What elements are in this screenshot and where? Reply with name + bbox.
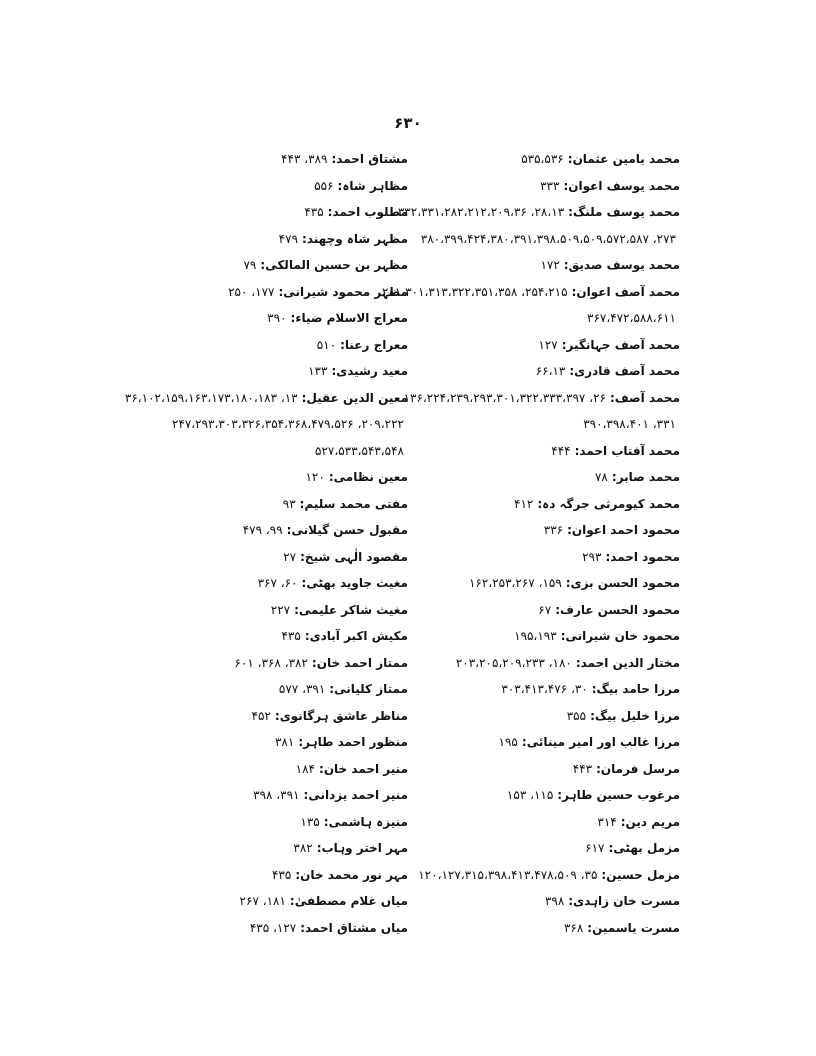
index-entry bbox=[148, 676, 408, 703]
entry-name: محمد آصف اعوان bbox=[576, 284, 680, 299]
entry-name: محمد کیومرثی جرگہ دہ bbox=[542, 496, 680, 511]
entry-pages: ۳۹۱، ۳۹۸ bbox=[253, 788, 300, 802]
entry-name: مناظر عاشق ہرگانوی bbox=[279, 708, 408, 723]
index-entry bbox=[148, 544, 408, 571]
entry-pages: ۳۶۷،۴۷۲،۵۸۸،۶۱۱ bbox=[587, 311, 676, 325]
entry-pages: ۵۵۶ bbox=[314, 178, 334, 193]
entry-pages: ۳۵۵ bbox=[566, 708, 587, 723]
entry-separator: : bbox=[596, 761, 601, 776]
entry-name: میاں مشتاق احمد bbox=[305, 920, 408, 935]
entry-pages: ۹۳ bbox=[282, 496, 296, 511]
entry-pages: ۳۶۸ bbox=[563, 920, 584, 935]
entry-separator: : bbox=[316, 841, 322, 855]
entry-name: محمد آصف قادری bbox=[574, 364, 680, 378]
entry-separator: : bbox=[329, 682, 335, 696]
entry-name: ممتاز احمد خان bbox=[316, 655, 408, 670]
entry-pages: ۷۸ bbox=[594, 470, 608, 484]
index-entry bbox=[148, 650, 408, 677]
entry-pages: ۳۹۸ bbox=[544, 894, 565, 908]
index-entry bbox=[124, 385, 408, 412]
entry-pages: ۳۳۳ bbox=[540, 178, 560, 193]
entry-separator: : bbox=[311, 655, 317, 670]
entry-pages: ۱۳۳ bbox=[308, 364, 328, 378]
index-entry bbox=[148, 862, 408, 889]
entry-separator: : bbox=[563, 178, 569, 193]
entry-pages: ۱۳۵ bbox=[300, 814, 320, 829]
entry-name: محمد آصف bbox=[614, 390, 680, 405]
entry-pages: ۴۳۵ bbox=[304, 205, 324, 219]
entry-name: مظاہر شاہ bbox=[342, 178, 408, 193]
entry-pages: ۱۸۰، ۲۰۳،۲۰۵،۲۰۹،۲۳۳ bbox=[455, 655, 572, 670]
entry-separator: : bbox=[278, 284, 284, 299]
entry-pages: ۶۷ bbox=[538, 602, 552, 617]
index-entry bbox=[148, 199, 408, 226]
entry-name: منیر احمد یزدانی bbox=[308, 788, 408, 802]
entry-name: محمد یوسف صدیق bbox=[568, 258, 680, 272]
entry-separator: : bbox=[274, 708, 280, 723]
entry-separator: : bbox=[331, 152, 337, 166]
index-entry bbox=[148, 756, 408, 783]
entry-separator: : bbox=[537, 496, 543, 511]
entry-pages: ۴۴۴ bbox=[551, 443, 571, 458]
entry-name: محمود احمد اعوان bbox=[571, 523, 680, 537]
entry-separator: : bbox=[260, 258, 266, 272]
entry-pages: ۴۵۲ bbox=[251, 708, 271, 723]
entry-name: مسرت یاسمین bbox=[592, 920, 680, 935]
entry-name: منیر احمد خان bbox=[323, 761, 408, 776]
entry-pages: ۲۵۴،۲۱۵، ۲۸۱،۳۰۱،۳۱۳،۳۲۲،۳۵۱،۳۵۸ bbox=[381, 284, 568, 299]
index-entry bbox=[148, 888, 408, 915]
entry-separator: : bbox=[574, 443, 580, 458]
index-entry bbox=[148, 464, 408, 491]
entry-name: مزمل بھٹی bbox=[613, 841, 680, 855]
index-entry bbox=[148, 597, 408, 624]
page-number: ۶۳۰ bbox=[394, 114, 422, 132]
entry-pages: ۳۹۱، ۵۷۷ bbox=[278, 682, 326, 696]
entry-pages: ۱۳، ۳۶،۱۰۲،۱۵۹،۱۶۳،۱۷۳،۱۸۰،۱۸۳ bbox=[124, 390, 298, 405]
entry-pages: ۴۱۲ bbox=[514, 496, 534, 511]
entry-pages: ۲۸،۱۳، ۳۳۲،۳۳۱،۲۸۲،۲۱۲،۲۰۹،۳۶ bbox=[397, 205, 565, 219]
index-entry bbox=[148, 491, 408, 518]
entry-pages: ۳۳۱، ۳۹۰،۳۹۸،۴۰۱ bbox=[583, 417, 676, 431]
index-entry bbox=[148, 226, 408, 253]
entry-name: معراج رعنا bbox=[344, 337, 408, 352]
entry-name: محمد صابر bbox=[616, 470, 680, 484]
entry-separator: : bbox=[299, 496, 305, 511]
entry-pages: ۷۹ bbox=[243, 258, 257, 272]
entry-separator: : bbox=[608, 841, 614, 855]
index-entry bbox=[148, 809, 408, 836]
entry-separator: : bbox=[555, 602, 560, 617]
entry-separator: : bbox=[565, 576, 571, 590]
entry-pages: ۱۲۷ bbox=[538, 337, 558, 352]
entry-pages: ۳۸۲ bbox=[293, 841, 313, 855]
entry-separator: : bbox=[567, 152, 573, 166]
entry-name: مغیث جاوید بھٹی bbox=[306, 576, 408, 590]
entry-separator: : bbox=[290, 311, 296, 325]
index-column-left bbox=[124, 146, 408, 941]
entry-separator: : bbox=[605, 549, 611, 564]
entry-name: مقبول حسن گیلانی bbox=[291, 523, 408, 537]
entry-pages: ۴۴۳ bbox=[572, 761, 593, 776]
entry-name: معراج الاسلام ضیاء bbox=[295, 311, 408, 325]
entry-pages: ۱۵۹، ۱۶۲،۲۵۳،۲۶۷ bbox=[468, 576, 562, 590]
entry-name: مظہر محمود شیرانی bbox=[283, 284, 408, 299]
index-entry bbox=[148, 915, 408, 942]
index-entry bbox=[148, 438, 408, 465]
entry-separator: : bbox=[587, 920, 593, 935]
entry-separator: : bbox=[301, 390, 307, 405]
entry-name: محمود الحسن بزی bbox=[570, 576, 680, 590]
entry-pages: ۳۳۶ bbox=[543, 523, 564, 537]
index-entry bbox=[148, 358, 408, 385]
entry-name: مرغوب حسین طاہر bbox=[562, 788, 680, 802]
entry-name: معین الدین عقیل bbox=[306, 390, 408, 405]
entry-pages: ۲۰۹،۲۲۲، ۲۴۷،۲۹۳،۳۰۳،۳۲۶،۳۵۴،۳۶۸،۴۷۹،۵۲۶ bbox=[171, 417, 404, 431]
entry-separator: : bbox=[328, 470, 334, 484]
entry-pages: ۳۸۹، ۴۴۳ bbox=[281, 152, 328, 166]
entry-pages: ۴۷۹ bbox=[278, 231, 299, 246]
index-entry bbox=[148, 146, 408, 173]
entry-name: مطلوب احمد bbox=[332, 205, 408, 219]
entry-separator: : bbox=[304, 629, 310, 643]
entry-name: مرزا خلیل بیگ bbox=[594, 708, 680, 723]
entry-pages: ۲۷۳، ۳۸۰،۳۹۹،۴۲۴،۳۸۰،۳۹۱،۳۹۸،۵۰۹،۵۰۹،۵۷۲،۵۸۷ bbox=[420, 231, 676, 246]
entry-separator: : bbox=[302, 231, 307, 246]
index-entry bbox=[148, 279, 408, 306]
entry-name: محمود الحسن عارف bbox=[560, 602, 680, 617]
index-entry bbox=[148, 252, 408, 279]
index-entry bbox=[148, 835, 408, 862]
entry-separator: : bbox=[568, 894, 574, 908]
entry-pages: ۶۰، ۳۶۷ bbox=[257, 576, 298, 590]
index-entry bbox=[148, 623, 408, 650]
entry-pages: ۲۲۷ bbox=[270, 602, 291, 617]
entry-pages: ۵۲۷،۵۳۳،۵۴۳،۵۴۸ bbox=[315, 443, 404, 458]
entry-separator: : bbox=[560, 629, 566, 643]
entry-name: محمد آصف جہانگیر bbox=[566, 337, 680, 352]
entry-pages: ۱۹۵،۱۹۳ bbox=[514, 629, 557, 643]
entry-pages: ۱۲۷، ۴۳۵ bbox=[249, 920, 297, 935]
entry-pages: ۶۶،۱۳ bbox=[535, 364, 566, 378]
entry-pages: ۱۷۷، ۲۵۰ bbox=[228, 284, 275, 299]
entry-separator: : bbox=[609, 390, 615, 405]
entry-pages: ۲۹۳ bbox=[582, 549, 602, 564]
entry-name: مرسل فرمان bbox=[600, 761, 680, 776]
index-entry bbox=[148, 332, 408, 359]
entry-name: معین نظامی bbox=[333, 470, 408, 484]
entry-name: مظہر بن حسین المالکی bbox=[265, 258, 408, 272]
entry-pages: ۳۸۱ bbox=[274, 735, 295, 749]
entry-name: مفتی محمد سلیم bbox=[304, 496, 408, 511]
entry-pages: ۲۷ bbox=[283, 549, 297, 564]
entry-separator: : bbox=[298, 735, 304, 749]
entry-pages: ۳۰، ۳۰۳،۴۱۳،۴۷۶ bbox=[501, 682, 588, 696]
entry-separator: : bbox=[295, 867, 301, 882]
entry-name: مرزا حامد بیگ bbox=[596, 682, 680, 696]
entry-separator: : bbox=[289, 894, 295, 908]
entry-name: مختار الدین احمد bbox=[580, 655, 680, 670]
entry-pages: ۱۹۵ bbox=[498, 735, 518, 749]
entry-pages: ۵۳۵،۵۳۶ bbox=[521, 152, 564, 166]
entry-pages: ۶۱۷ bbox=[585, 841, 605, 855]
entry-name: مہر نور محمد خان bbox=[300, 867, 408, 882]
index-entry bbox=[148, 173, 408, 200]
entry-name: محمد یوسف اعوان bbox=[568, 178, 680, 193]
entry-name: منیزہ ہاشمی bbox=[328, 814, 408, 829]
entry-name: مسرت خان زاہدی bbox=[573, 894, 680, 908]
entry-name: مغیث شاکر علیمی bbox=[298, 602, 408, 617]
entry-pages: ۳۱۴ bbox=[597, 814, 617, 829]
entry-name: معید رشیدی bbox=[336, 364, 408, 378]
entry-separator: : bbox=[571, 284, 577, 299]
index-entry bbox=[148, 570, 408, 597]
entry-separator: : bbox=[620, 814, 626, 829]
entry-name: محمد یوسف ملنگ bbox=[572, 205, 680, 219]
entry-name: محمود خان شیرانی bbox=[565, 629, 680, 643]
entry-name: مرزا غالب اور امیر مینائی bbox=[526, 735, 680, 749]
entry-name: منظور احمد طاہر bbox=[303, 735, 408, 749]
entry-separator: : bbox=[561, 337, 567, 352]
entry-name: مظہر شاہ وچھند bbox=[306, 231, 408, 246]
entry-name: محمد آفتاب احمد bbox=[579, 443, 680, 458]
entry-pages: ۱۲۰ bbox=[305, 470, 325, 484]
entry-separator: : bbox=[294, 602, 299, 617]
entry-pages: ۳۸۲، ۳۶۸، ۶۰۱ bbox=[234, 655, 308, 670]
entry-name: محمد یامین عثمان bbox=[572, 152, 680, 166]
entry-name: مزمل حسین bbox=[606, 867, 680, 882]
index-entry bbox=[148, 305, 408, 332]
index-entry bbox=[148, 782, 408, 809]
entry-pages: ۴۳۵ bbox=[271, 867, 292, 882]
entry-separator: : bbox=[286, 523, 292, 537]
entry-name: مقصود الٰہی شیخ bbox=[304, 549, 408, 564]
entry-separator: : bbox=[590, 708, 595, 723]
entry-name: مکیش اکبر آبادی bbox=[309, 629, 408, 643]
entry-name: مریم دین bbox=[625, 814, 680, 829]
entry-pages: ۱۱۵، ۱۵۳ bbox=[506, 788, 554, 802]
entry-pages: ۱۷۲ bbox=[540, 258, 560, 272]
entry-separator: : bbox=[601, 867, 607, 882]
index-entry bbox=[148, 703, 408, 730]
entry-separator: : bbox=[323, 814, 329, 829]
entry-name: محمود احمد bbox=[610, 549, 680, 564]
entry-separator: : bbox=[563, 258, 569, 272]
entry-name: ممتاز کلیانی bbox=[334, 682, 408, 696]
entry-separator: : bbox=[521, 735, 527, 749]
entry-pages: ۳۵، ۱۲۰،۱۲۷،۳۱۵،۳۹۸،۴۱۳،۴۷۸،۵۰۹ bbox=[418, 867, 598, 882]
entry-separator: : bbox=[327, 205, 333, 219]
entry-separator: : bbox=[569, 364, 575, 378]
entry-pages: ۵۱۰ bbox=[316, 337, 337, 352]
entry-separator: : bbox=[611, 470, 617, 484]
index-entry bbox=[148, 411, 408, 438]
entry-separator: : bbox=[331, 364, 337, 378]
entry-pages: ۱۸۴ bbox=[295, 761, 315, 776]
entry-separator: : bbox=[575, 655, 581, 670]
entry-pages: ۲۶، ۱۳۶،۲۲۴،۲۳۹،۲۹۳،۳۰۱،۳۲۲،۳۳۳،۳۹۷ bbox=[403, 390, 606, 405]
entry-separator: : bbox=[567, 523, 572, 537]
entry-separator: : bbox=[340, 337, 345, 352]
index-entry bbox=[148, 729, 408, 756]
entry-name: مشتاق احمد bbox=[336, 152, 408, 166]
entry-separator: : bbox=[557, 788, 563, 802]
entry-separator: : bbox=[337, 178, 343, 193]
index-entry bbox=[148, 517, 408, 544]
entry-separator: : bbox=[568, 205, 573, 219]
entry-separator: : bbox=[303, 788, 309, 802]
entry-pages: ۴۳۵ bbox=[281, 629, 301, 643]
entry-separator: : bbox=[591, 682, 597, 696]
entry-pages: ۹۹، ۴۷۹ bbox=[242, 523, 283, 537]
entry-name: مہر اختر وہاب bbox=[321, 841, 408, 855]
entry-separator: : bbox=[300, 549, 305, 564]
entry-pages: ۳۹۰ bbox=[267, 311, 287, 325]
entry-name: میاں غلام مصطفیٰ bbox=[294, 894, 408, 908]
entry-separator: : bbox=[301, 576, 307, 590]
entry-separator: : bbox=[300, 920, 306, 935]
entry-separator: : bbox=[319, 761, 324, 776]
entry-pages: ۱۸۱، ۲۶۷ bbox=[239, 894, 286, 908]
